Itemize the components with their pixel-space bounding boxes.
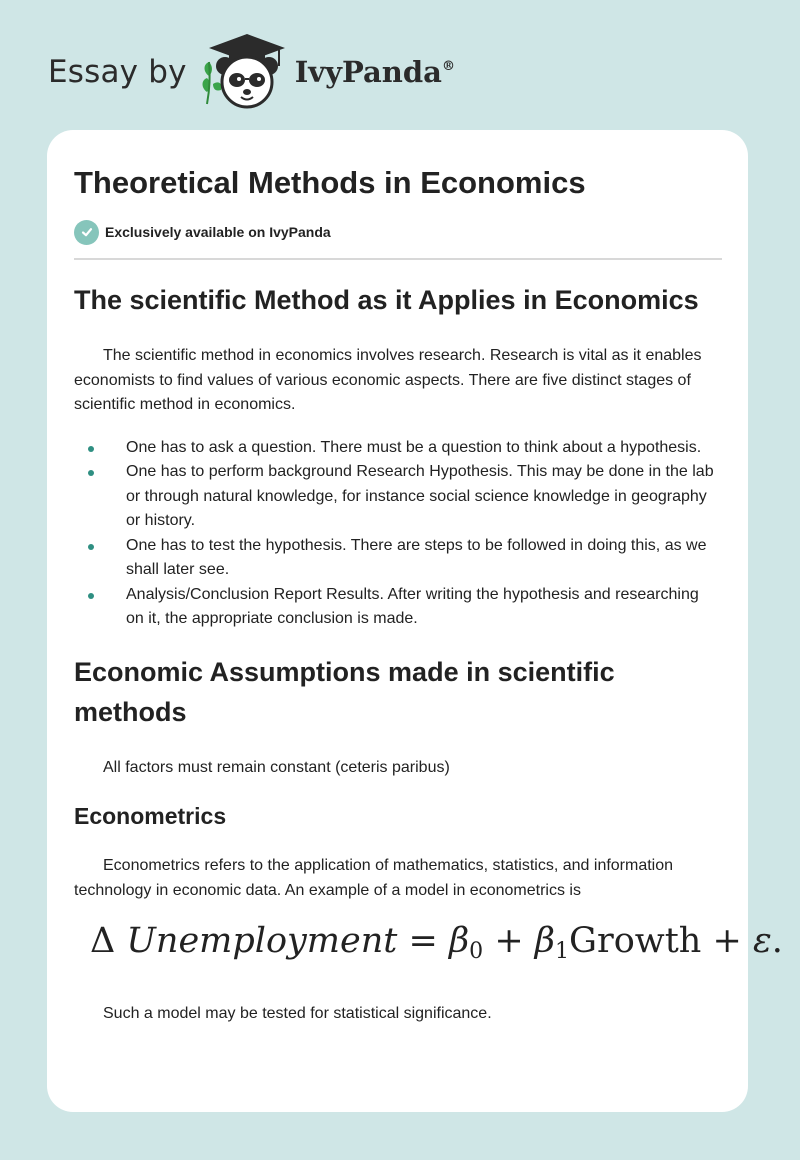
- list-item-text: Analysis/Conclusion Report Results. After writing the hypothesis and researching on it, the appropriate conclusion is made.: [126, 585, 699, 627]
- bullet-icon: [88, 593, 94, 599]
- stages-list: [74, 436, 722, 632]
- brand-name: IvyPanda: [294, 55, 442, 89]
- exclusive-badge: [74, 218, 722, 246]
- formula-lhs: Unemployment: [126, 921, 398, 961]
- paragraph: Such a model may be tested for statistical significance.: [103, 1005, 492, 1022]
- ivypanda-wordmark: [295, 55, 455, 89]
- list-item: [74, 460, 714, 534]
- section-heading-econometrics: Econometrics: [74, 803, 227, 829]
- formula-sub0: 0: [469, 939, 484, 964]
- essay-card: [47, 130, 783, 1112]
- formula-beta1: β: [534, 921, 556, 961]
- registered-mark: ®: [441, 59, 455, 74]
- check-icon: [74, 220, 99, 245]
- essay-by-label: Essay by: [48, 54, 187, 90]
- brand-header: [48, 32, 455, 112]
- formula-sub1: 1: [555, 939, 570, 964]
- list-item-text: One has to perform background Research Hypothesis. This may be done in the lab or through natural knowledge, for instance social science knowledge in geography or history.: [126, 463, 714, 529]
- list-item: [74, 583, 714, 632]
- formula-epsilon: ε: [752, 921, 772, 961]
- bullet-icon: [88, 446, 94, 452]
- formula-plus: +: [494, 921, 524, 961]
- formula-equals: =: [408, 921, 438, 961]
- panda-logo-icon: [201, 32, 293, 112]
- paragraph: The scientific method in economics involves research. Research is vital as it enables economists to find values of various economic aspects. There are five distinct stages of scientific method in economics.: [74, 347, 702, 413]
- paragraph: Econometrics refers to the application of mathematics, statistics, and information technology in economic data. An example of a model in econometrics is: [74, 857, 674, 899]
- list-item-text: One has to test the hypothesis. There are steps to be followed in doing this, as we shall later see.: [126, 536, 707, 578]
- essay-title: Theoretical Methods in Economics: [74, 165, 586, 200]
- exclusive-badge-text: Exclusively available on IvyPanda: [105, 224, 331, 240]
- formula-period: .: [771, 921, 783, 961]
- formula-plus: +: [712, 921, 742, 961]
- formula-beta0: β: [448, 921, 470, 961]
- list-item: [74, 436, 714, 461]
- list-item: [74, 534, 714, 583]
- title-divider: [74, 258, 722, 260]
- section-heading-assumptions: Economic Assumptions made in scientific methods: [74, 656, 615, 727]
- formula-delta: Δ: [90, 921, 116, 961]
- formula-growth: Growth: [569, 921, 702, 961]
- section-heading-scientific-method: The scientific Method as it Applies in Economics: [74, 285, 699, 315]
- bullet-icon: [88, 470, 94, 476]
- econometric-formula: [90, 917, 783, 976]
- list-item-text: One has to ask a question. There must be a question to think about a hypothesis.: [126, 438, 702, 456]
- bullet-icon: [88, 544, 94, 550]
- paragraph: All factors must remain constant (ceteris paribus): [103, 758, 450, 776]
